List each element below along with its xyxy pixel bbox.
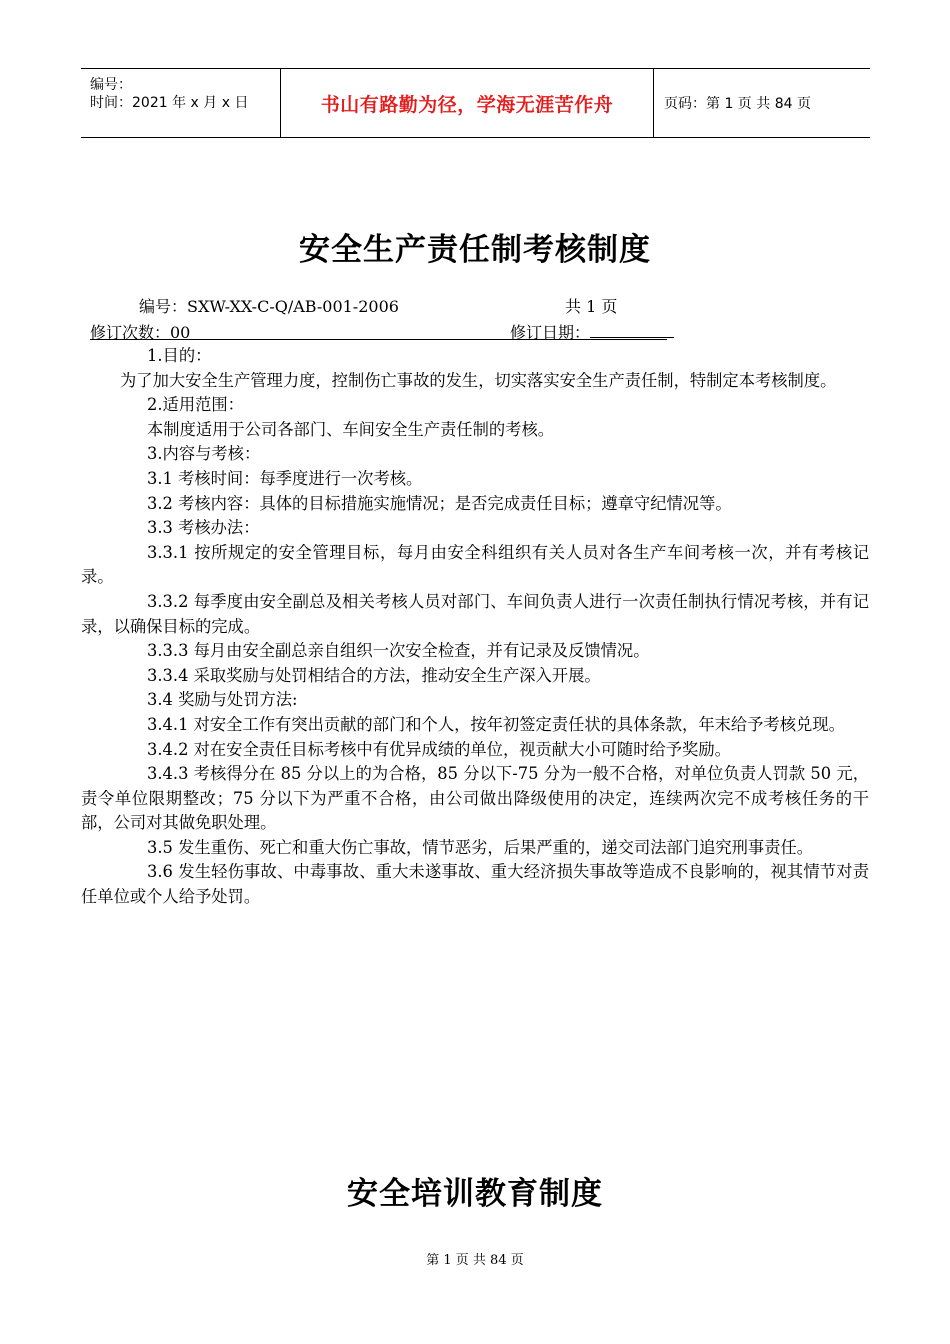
paragraph: 3.4 奖励与处罚方法: xyxy=(147,690,298,710)
page-info: 页码：第 1 页 共 84 页 xyxy=(664,96,811,112)
revision-underline xyxy=(90,339,667,340)
page-footer: 第 1 页 共 84 页 xyxy=(426,1253,524,1268)
paragraph: 3.内容与考核： xyxy=(147,444,261,464)
paragraph: 3.6 发生轻伤事故、中毒事故、重大未遂事故、重大经济损失事故等造成不良影响的，视其情节对责任单位或个人给予处罚。 xyxy=(81,862,869,907)
motto-text: 书山有路勤为径，学海无涯苦作舟 xyxy=(320,93,614,116)
paragraph: 1.目的： xyxy=(147,346,212,365)
document-code: 编号：SXW-XX-C-Q/AB-001-2006 xyxy=(139,297,399,316)
paragraph: 3.1 考核时间：每季度进行一次考核。 xyxy=(147,468,423,488)
paragraph: 3.5 发生重伤、死亡和重大伤亡事故，情节恶劣，后果严重的，递交司法部门追究刑事责任。 xyxy=(147,837,814,857)
paragraph: 3.4.2 对在安全责任目标考核中有优异成绩的单位，视贡献大小可随时给予奖励。 xyxy=(147,739,731,759)
paragraph: 3.4.1 对安全工作有突出贡献的部门和个人，按年初签定责任状的具体条款，年末给予考核兑现。 xyxy=(147,714,845,734)
paragraph: 3.4.3 考核得分在 85 分以上的为合格，85 分以下-75 分为一般不合格，对单位负责人罚款 50 元，责令单位限期整改；75 分以下为严重不合格，由公司做出降级使用的决定，连续两次完不成考核任务的干部，公司对其做免职处理。 xyxy=(81,764,869,833)
revision-count: 修订次数：00 xyxy=(90,323,191,342)
paragraph: 2.适用范围： xyxy=(147,395,244,415)
paragraph: 3.2 考核内容：具体的目标措施实施情况；是否完成责任目标；遵章守纪情况等。 xyxy=(147,493,732,513)
number-label: 编号： xyxy=(90,77,132,93)
time-label: 时间：2021 年 x 月 x 日 xyxy=(90,95,249,111)
document-body xyxy=(81,344,869,910)
paragraph: 3.3.2 每季度由安全副总及相关考核人员对部门、车间负责人进行一次责任制执行情况考核，并有记录，以确保目标的完成。 xyxy=(81,591,869,636)
header-motto-cell xyxy=(281,69,654,137)
header-left-cell xyxy=(81,69,281,137)
document-title: 安全生产责任制考核制度 xyxy=(299,232,651,268)
header-page-cell xyxy=(654,69,870,137)
paragraph: 3.3.4 采取奖励与处罚相结合的方法，推动安全生产深入开展。 xyxy=(147,665,601,685)
paragraph: 3.3 考核办法： xyxy=(147,518,260,538)
next-section-title: 安全培训教育制度 xyxy=(347,1176,603,1212)
revision-date-label: 修订日期： xyxy=(510,323,591,342)
document-pages: 共 1 页 xyxy=(565,297,618,316)
paragraph: 本制度适用于公司各部门、车间安全生产责任制的考核。 xyxy=(147,419,555,439)
revision-date-blank xyxy=(590,322,674,338)
header-table xyxy=(81,68,870,138)
paragraph: 3.3.3 每月由安全副总亲自组织一次安全检查，并有记录及反馈情况。 xyxy=(147,641,650,661)
paragraph: 3.3.1 按所规定的安全管理目标，每月由安全科组织有关人员对各生产车间考核一次，并有考核记录。 xyxy=(81,542,869,587)
paragraph: 为了加大安全生产管理力度，控制伤亡事故的发生，切实落实安全生产责任制，特制定本考核制度。 xyxy=(120,370,837,390)
